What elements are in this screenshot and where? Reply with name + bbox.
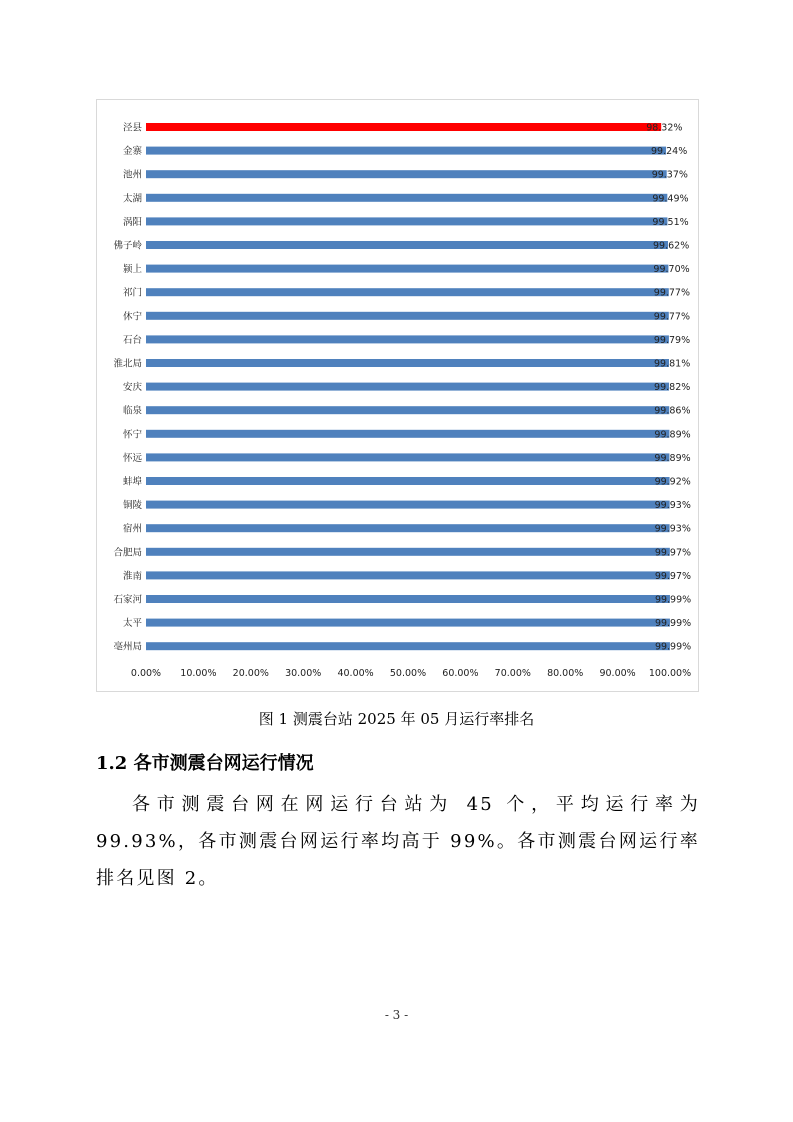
bar [146,170,667,178]
x-tick-label: 30.00% [285,668,322,680]
category-label: 佛子岭 [113,240,142,252]
category-label: 怀远 [122,452,142,464]
x-tick-label: 100.00% [648,668,692,680]
bar [146,194,667,202]
category-label: 涡阳 [122,216,142,228]
value-label: 99.99% [654,641,692,653]
bar [146,312,669,320]
bar [146,241,668,249]
value-label: 99.62% [653,240,690,252]
bar [146,571,670,579]
category-label: 池州 [122,169,142,181]
value-label: 99.93% [654,523,691,535]
x-tick-label: 40.00% [337,668,374,680]
ranking-bar-chart [97,100,700,693]
category-label: 太湖 [122,193,142,205]
value-label: 99.82% [654,382,691,394]
category-label: 怀宁 [122,429,142,441]
category-label: 淮北局 [113,358,142,370]
bar [146,147,666,155]
bar [146,501,670,509]
category-label: 太平 [122,618,142,630]
category-label: 蚌埠 [122,476,142,488]
value-label: 99.49% [652,193,689,205]
bar [146,288,669,296]
bar [146,430,669,438]
bar [146,123,661,131]
category-label: 石台 [122,334,142,346]
bar [146,406,669,414]
bar [146,477,670,485]
category-label: 亳州局 [113,641,142,653]
bar [146,642,670,650]
bar [146,548,670,556]
value-label: 99.97% [654,547,692,559]
value-label: 99.92% [654,476,691,488]
x-tick-label: 0.00% [130,668,162,680]
value-label: 99.99% [654,594,692,606]
value-label: 99.81% [654,358,691,370]
figure-caption: 图 1 测震台站 2025 年 05 月运行率排名 [258,710,535,728]
section-paragraph: 各市测震台网在网运行台站为 45 个，平均运行率为 99.93%，各市测震台网运行率均高于 99%。各市测震台网运行率排名见图 2。 [96,794,700,889]
category-label: 石家河 [113,594,142,606]
x-tick-label: 70.00% [494,668,531,680]
value-label: 99.51% [652,216,689,228]
category-label: 金寨 [122,146,142,158]
value-label: 99.79% [653,334,691,346]
bar [146,383,669,391]
bar [146,595,670,603]
value-label: 99.89% [654,429,691,441]
value-label: 99.97% [654,570,692,582]
category-label: 泾县 [122,122,142,134]
bar [146,524,670,532]
category-label: 铜陵 [122,500,142,512]
section-heading: 1.2 各市测震台网运行情况 [96,753,314,774]
value-label: 99.89% [654,452,691,464]
value-label: 99.77% [653,287,691,299]
bar [146,359,669,367]
category-label: 祁门 [122,287,142,299]
bar [146,217,667,225]
category-label: 宿州 [122,523,142,535]
x-tick-label: 20.00% [232,668,269,680]
category-label: 临泉 [122,405,142,417]
chart-frame [96,99,699,692]
value-label: 99.93% [654,500,691,512]
value-label: 98.32% [646,122,683,134]
value-label: 99.77% [653,311,691,323]
category-label: 休宁 [122,311,142,323]
category-label: 安庆 [122,382,142,394]
x-tick-label: 60.00% [442,668,479,680]
x-tick-label: 90.00% [599,668,636,680]
value-label: 99.37% [651,169,688,181]
bar [146,335,669,343]
value-label: 99.70% [653,264,690,276]
bar [146,619,670,627]
value-label: 99.24% [651,146,688,158]
category-label: 淮南 [122,570,142,582]
category-label: 合肥局 [113,547,142,559]
x-tick-label: 10.00% [180,668,217,680]
value-label: 99.99% [654,618,692,630]
value-label: 99.86% [654,405,691,417]
x-tick-label: 80.00% [547,668,584,680]
page-number: - 3 - [384,1008,409,1022]
category-label: 颍上 [122,264,142,276]
bar [146,265,668,273]
x-tick-label: 50.00% [389,668,427,680]
bar [146,453,669,461]
